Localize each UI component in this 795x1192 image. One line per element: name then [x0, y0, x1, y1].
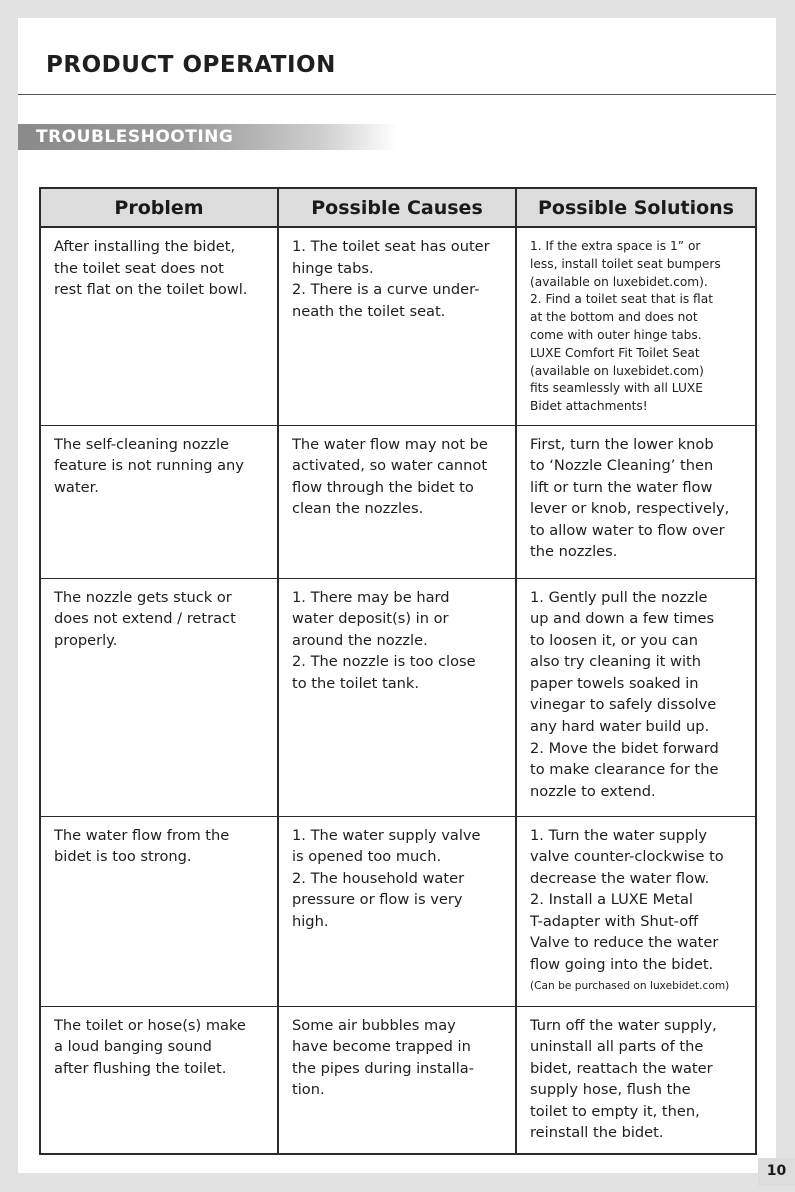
- cell-text-line: uninstall all parts of the: [530, 1038, 704, 1056]
- cell-text-line: to the toilet tank.: [292, 674, 419, 692]
- cell-text-line: (available on luxebidet.com).: [530, 274, 708, 289]
- causes-cell: [278, 578, 516, 816]
- cell-text-line: The toilet or hose(s) make: [54, 1016, 246, 1034]
- manual-page: [18, 18, 776, 1173]
- cell-text-line: bidet, reattach the water: [530, 1059, 713, 1077]
- cell-text-line: 2. Find a toilet seat that is flat: [530, 292, 713, 307]
- cell-text-line: less, install toilet seat bumpers: [530, 256, 721, 271]
- cell-text-line: 1. There may be hard: [292, 588, 450, 606]
- problem-cell: [40, 1006, 278, 1154]
- cell-text-line: water deposit(s) in or: [292, 610, 449, 628]
- cell-text-line: up and down a few times: [530, 610, 715, 628]
- cell-text-line: paper towels soaked in: [530, 674, 699, 692]
- cell-text-line: any hard water build up.: [530, 718, 710, 736]
- cell-text-line: 2. The nozzle is too close: [292, 653, 476, 671]
- cell-text-line: after flushing the toilet.: [54, 1059, 227, 1077]
- solutions-cell: [516, 227, 756, 425]
- solutions-cell: [516, 425, 756, 578]
- cell-text-line: the pipes during installa-: [292, 1059, 475, 1077]
- table-row: [40, 816, 756, 1006]
- table-row: [40, 425, 756, 578]
- section-banner: [18, 124, 398, 150]
- cell-text-line: Bidet attachments!: [530, 399, 648, 414]
- cell-text-line: 1. The toilet seat has outer: [292, 238, 490, 255]
- cell-text-line: Some air bubbles may: [292, 1016, 456, 1034]
- cell-text-line: 2. The household water: [292, 869, 465, 887]
- cell-text-line: Turn off the water supply,: [530, 1016, 717, 1034]
- cell-text-line: The water flow may not be: [292, 435, 488, 453]
- problem-cell: [40, 816, 278, 1006]
- cell-text-line: reinstall the bidet.: [530, 1124, 664, 1142]
- cell-text-line: 1. If the extra space is 1” or: [530, 239, 701, 253]
- cell-text-line: The self-cleaning nozzle: [54, 435, 230, 453]
- cell-text-line: toilet to empty it, then,: [530, 1102, 700, 1120]
- cell-text-line: flow going into the bidet.: [530, 956, 714, 974]
- cell-text-line: come with outer hinge tabs.: [530, 327, 702, 342]
- cell-text-line: 1. Gently pull the nozzle: [530, 588, 708, 606]
- cell-text-line: 2. Move the bidet forward: [530, 739, 719, 757]
- cell-text-line: to loosen it, or you can: [530, 631, 698, 649]
- cell-text-line: decrease the water flow.: [530, 869, 710, 887]
- cell-text-line: properly.: [54, 631, 118, 649]
- causes-cell: [278, 816, 516, 1006]
- table-row: [40, 1006, 756, 1154]
- cell-text-line: hinge tabs.: [292, 259, 374, 277]
- solutions-cell: [516, 1006, 756, 1154]
- cell-text-line: T-adapter with Shut-off: [530, 912, 699, 930]
- cell-text-line: does not extend / retract: [54, 610, 236, 628]
- cell-text-line: clean the nozzles.: [292, 500, 424, 518]
- causes-cell: [278, 425, 516, 578]
- page-title: PRODUCT OPERATION: [46, 52, 336, 78]
- purchase-note: (Can be purchased on luxebidet.com): [530, 979, 730, 992]
- causes-cell: [278, 227, 516, 425]
- cell-text-line: is opened too much.: [292, 848, 442, 866]
- cell-text-line: fits seamlessly with all LUXE: [530, 381, 703, 396]
- cell-text-line: feature is not running any: [54, 457, 244, 475]
- table-header-row: [40, 188, 756, 227]
- cell-text-line: supply hose, flush the: [530, 1081, 691, 1099]
- cell-text-line: Valve to reduce the water: [530, 934, 719, 952]
- cell-text-line: lift or turn the water flow: [530, 478, 713, 496]
- cell-text-line: at the bottom and does not: [530, 310, 698, 325]
- cell-text-line: pressure or flow is very: [292, 891, 463, 909]
- cell-text-line: the nozzles.: [530, 543, 618, 561]
- cell-text-line: neath the toilet seat.: [292, 302, 446, 320]
- page-header: [18, 18, 776, 95]
- cell-text-line: high.: [292, 912, 329, 930]
- table-row: [40, 578, 756, 816]
- cell-text-line: tion.: [292, 1081, 325, 1099]
- cell-text-line: a loud banging sound: [54, 1038, 212, 1056]
- cell-text-line: lever or knob, respectively,: [530, 500, 730, 518]
- table-row: [40, 227, 756, 425]
- cell-text-line: 1. The water supply valve: [292, 826, 481, 844]
- cell-text-line: 1. Turn the water supply: [530, 826, 708, 844]
- section-title: TROUBLESHOOTING: [36, 127, 234, 147]
- troubleshooting-table: [39, 187, 757, 1155]
- cell-text-line: also try cleaning it with: [530, 653, 701, 671]
- cell-text-line: rest flat on the toilet bowl.: [54, 281, 248, 299]
- page-number: 10: [766, 1163, 787, 1179]
- cell-text-line: (available on luxebidet.com): [530, 363, 704, 378]
- problem-cell: [40, 425, 278, 578]
- cell-text-line: bidet is too strong.: [54, 848, 192, 866]
- cell-text-line: First, turn the lower knob: [530, 435, 714, 453]
- cell-text-line: the toilet seat does not: [54, 259, 224, 277]
- solutions-cell: [516, 816, 756, 1006]
- cell-text-line: water.: [54, 478, 99, 496]
- problem-cell: [40, 578, 278, 816]
- cell-text-line: 2. Install a LUXE Metal: [530, 891, 693, 909]
- cell-text-line: valve counter-clockwise to: [530, 848, 724, 866]
- solutions-cell: [516, 578, 756, 816]
- page-number-box: [758, 1158, 795, 1186]
- cell-text-line: activated, so water cannot: [292, 457, 488, 475]
- column-header-solutions: Possible Solutions: [516, 188, 756, 227]
- cell-text-line: to allow water to flow over: [530, 521, 725, 539]
- cell-text-line: to ‘Nozzle Cleaning’ then: [530, 457, 714, 475]
- cell-text-line: nozzle to extend.: [530, 782, 656, 800]
- causes-cell: [278, 1006, 516, 1154]
- cell-text-line: The nozzle gets stuck or: [54, 588, 232, 606]
- cell-text-line: to make clearance for the: [530, 761, 719, 779]
- cell-text-line: flow through the bidet to: [292, 478, 474, 496]
- problem-cell: [40, 227, 278, 425]
- cell-text-line: LUXE Comfort Fit Toilet Seat: [530, 345, 700, 360]
- column-header-problem: Problem: [40, 188, 278, 227]
- cell-text-line: around the nozzle.: [292, 631, 428, 649]
- cell-text-line: After installing the bidet,: [54, 238, 236, 255]
- column-header-causes: Possible Causes: [278, 188, 516, 227]
- cell-text-line: The water flow from the: [54, 826, 230, 844]
- cell-text-line: have become trapped in: [292, 1038, 471, 1056]
- cell-text-line: 2. There is a curve under-: [292, 281, 480, 299]
- cell-text-line: vinegar to safely dissolve: [530, 696, 717, 714]
